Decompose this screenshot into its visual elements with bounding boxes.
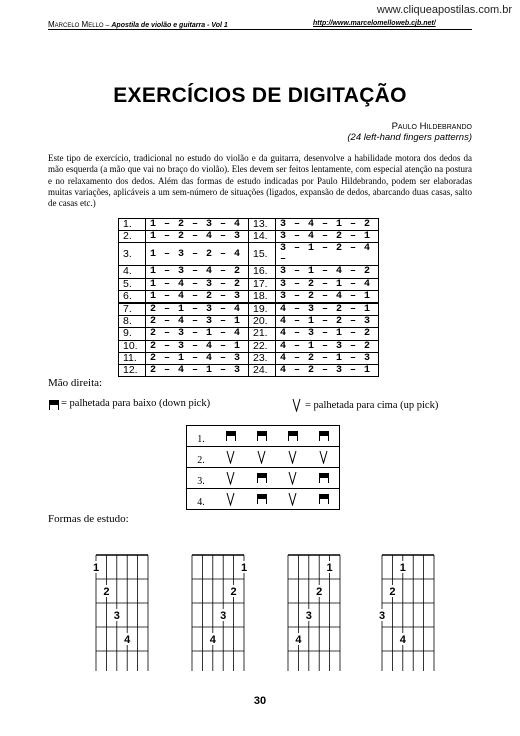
up-pick-icon <box>308 450 339 464</box>
pattern-number: 6. <box>119 290 146 303</box>
pattern-number: 9. <box>119 328 146 340</box>
pick-row <box>187 447 340 468</box>
pattern-sequence: 4 – 3 – 1 – 2 <box>276 328 379 340</box>
pick-row-number: 1. <box>197 433 205 445</box>
down-pick-icon <box>246 493 277 505</box>
subtitle: (24 left-hand fingers patterns) <box>347 132 472 143</box>
pattern-number: 4. <box>119 266 146 278</box>
pattern-sequence: 1 – 4 – 3 – 2 <box>146 278 249 290</box>
pattern-sequence: 4 – 1 – 2 – 3 <box>276 316 379 328</box>
down-pick-icon <box>215 430 246 442</box>
pattern-row <box>119 219 379 231</box>
pattern-sequence: 3 – 1 – 4 – 2 <box>276 266 379 278</box>
finger-number: 4 <box>209 634 216 646</box>
pattern-number: 22. <box>249 340 276 352</box>
pick-row <box>187 489 340 510</box>
pattern-sequence: 4 – 2 – 3 – 1 <box>276 364 379 376</box>
pattern-number: 18. <box>249 290 276 303</box>
header-left <box>48 20 228 29</box>
pattern-number: 8. <box>119 316 146 328</box>
pattern-sequence: 3 – 4 – 2 – 1 <box>276 231 379 243</box>
pattern-sequence: 3 – 2 – 1 – 4 <box>276 278 379 290</box>
down-pick-icon <box>308 472 339 484</box>
pattern-number: 12. <box>119 364 146 376</box>
pattern-row <box>119 328 379 340</box>
finger-number: 4 <box>399 634 406 646</box>
finger-number: 1 <box>326 562 333 574</box>
finger-number: 3 <box>305 610 312 622</box>
pattern-row <box>119 290 379 303</box>
pick-row <box>187 426 340 447</box>
pattern-sequence: 2 – 1 – 3 – 4 <box>146 303 249 316</box>
watermark: www.cliqueapostilas.com.br <box>376 4 512 16</box>
up-pick-text: = palhetada para cima (up pick) <box>305 399 439 411</box>
finger-number: 2 <box>389 586 396 598</box>
pattern-sequence: 2 – 1 – 4 – 3 <box>146 352 249 364</box>
pattern-number: 14. <box>249 231 276 243</box>
pattern-sequence: 4 – 1 – 3 – 2 <box>276 340 379 352</box>
page-title: EXERCÍCIOS DE DIGITAÇÃO <box>113 84 407 107</box>
pattern-number: 20. <box>249 316 276 328</box>
down-pick-text: = palhetada para baixo (down pick) <box>61 398 211 409</box>
down-pick-icon <box>308 430 339 442</box>
pattern-row <box>119 278 379 290</box>
pattern-number: 21. <box>249 328 276 340</box>
pattern-row <box>119 231 379 243</box>
up-pick-icon <box>215 492 246 506</box>
down-pick-icon <box>277 430 308 442</box>
pattern-number: 13. <box>249 219 276 231</box>
pattern-number: 11. <box>119 352 146 364</box>
author-name: Paulo Hildebrando <box>391 121 472 132</box>
down-pick-icon <box>246 430 277 442</box>
study-forms-label: Formas de estudo: <box>48 513 129 525</box>
pick-row-number: 4. <box>197 496 205 508</box>
pattern-number: 7. <box>119 303 146 316</box>
up-pick-icon <box>215 471 246 485</box>
pattern-number: 3. <box>119 243 146 266</box>
pick-row-number: 2. <box>197 454 205 466</box>
finger-number: 1 <box>399 562 406 574</box>
pattern-sequence: 4 – 2 – 1 – 3 <box>276 352 379 364</box>
pattern-number: 19. <box>249 303 276 316</box>
pick-patterns-table <box>186 425 340 510</box>
pattern-row <box>119 266 379 278</box>
pattern-number: 16. <box>249 266 276 278</box>
fret-diagram <box>284 553 344 673</box>
finger-number: 4 <box>124 634 131 646</box>
up-pick-icon <box>292 398 301 412</box>
right-hand-label: Mão direita: <box>48 377 103 389</box>
pattern-row <box>119 316 379 328</box>
pick-row-number: 3. <box>197 475 205 487</box>
finger-number: 2 <box>103 586 110 598</box>
finger-number: 3 <box>220 610 227 622</box>
finger-number: 1 <box>240 562 248 574</box>
pattern-sequence: 3 – 2 – 4 – 1 <box>276 290 379 303</box>
pattern-number: 24. <box>249 364 276 376</box>
pattern-row <box>119 243 379 266</box>
finger-number: 2 <box>316 586 323 598</box>
down-pick-legend <box>48 398 210 409</box>
pattern-sequence: 2 – 3 – 4 – 1 <box>146 340 249 352</box>
pattern-number: 10. <box>119 340 146 352</box>
up-pick-icon <box>277 471 308 485</box>
header-rule <box>48 29 472 30</box>
finger-number: 3 <box>113 610 120 622</box>
intro-paragraph: Este tipo de exercício, tradicional no estudo do violão e da guitarra, desenvolve a habilidade motora dos dedos da mão esquerda (a mão que vai no braço do violão). Eles devem ser feitos lentamente, com especial atenção na postura e no relaxamento dos dedos. Além das formas de estudo indicadas por Paulo Hildebrando, podem ser elaboradas muitas variações, aplicáveis a um sem-número de situações (ligados, expansão de dedos, abarcando duas casas, salto de casas etc.) <box>48 153 472 209</box>
header-author: Marcelo Mello <box>48 20 104 29</box>
up-pick-icon <box>277 450 308 464</box>
pattern-number: 2. <box>119 231 146 243</box>
down-pick-icon <box>48 399 58 409</box>
finger-number: 4 <box>295 634 302 646</box>
pattern-sequence: 4 – 3 – 2 – 1 <box>276 303 379 316</box>
pattern-sequence: 2 – 3 – 1 – 4 <box>146 328 249 340</box>
finger-number: 2 <box>230 586 237 598</box>
pattern-number: 15. <box>249 243 276 266</box>
pattern-row <box>119 303 379 316</box>
down-pick-icon <box>308 493 339 505</box>
header-url[interactable]: http://www.marcelomelloweb.cjb.net/ <box>313 20 436 27</box>
pattern-sequence: 3 – 1 – 2 – 4 – <box>276 243 379 266</box>
pattern-number: 1. <box>119 219 146 231</box>
pattern-number: 23. <box>249 352 276 364</box>
finger-number: 1 <box>92 562 100 574</box>
pick-row <box>187 468 340 489</box>
pick-row-cell <box>187 468 340 489</box>
down-pick-icon <box>246 472 277 484</box>
header-book: Apostila de violão e guitarra - Vol 1 <box>111 22 228 29</box>
finger-number: 3 <box>378 610 386 622</box>
pattern-sequence: 2 – 4 – 3 – 1 <box>146 316 249 328</box>
pattern-number: 17. <box>249 278 276 290</box>
fret-diagram <box>92 553 152 673</box>
up-pick-icon <box>277 492 308 506</box>
patterns-table <box>118 218 379 377</box>
up-pick-icon <box>246 450 277 464</box>
pattern-sequence: 1 – 2 – 3 – 4 <box>146 219 249 231</box>
pattern-sequence: 2 – 4 – 1 – 3 <box>146 364 249 376</box>
fret-diagram <box>188 553 248 673</box>
fret-diagram <box>378 553 438 673</box>
pattern-sequence: 1 – 2 – 4 – 3 <box>146 231 249 243</box>
pattern-row <box>119 340 379 352</box>
page-number: 30 <box>253 695 267 707</box>
pattern-sequence: 3 – 4 – 1 – 2 <box>276 219 379 231</box>
up-pick-legend <box>292 398 438 412</box>
pattern-row <box>119 352 379 364</box>
pick-row-cell <box>187 426 340 447</box>
pick-row-cell <box>187 489 340 510</box>
pick-row-cell <box>187 447 340 468</box>
pattern-sequence: 1 – 3 – 4 – 2 <box>146 266 249 278</box>
pattern-row <box>119 364 379 376</box>
up-pick-icon <box>215 450 246 464</box>
pattern-sequence: 1 – 3 – 2 – 4 <box>146 243 249 266</box>
pattern-number: 5. <box>119 278 146 290</box>
header-dash: – <box>103 22 112 29</box>
pattern-sequence: 1 – 4 – 2 – 3 <box>146 290 249 303</box>
